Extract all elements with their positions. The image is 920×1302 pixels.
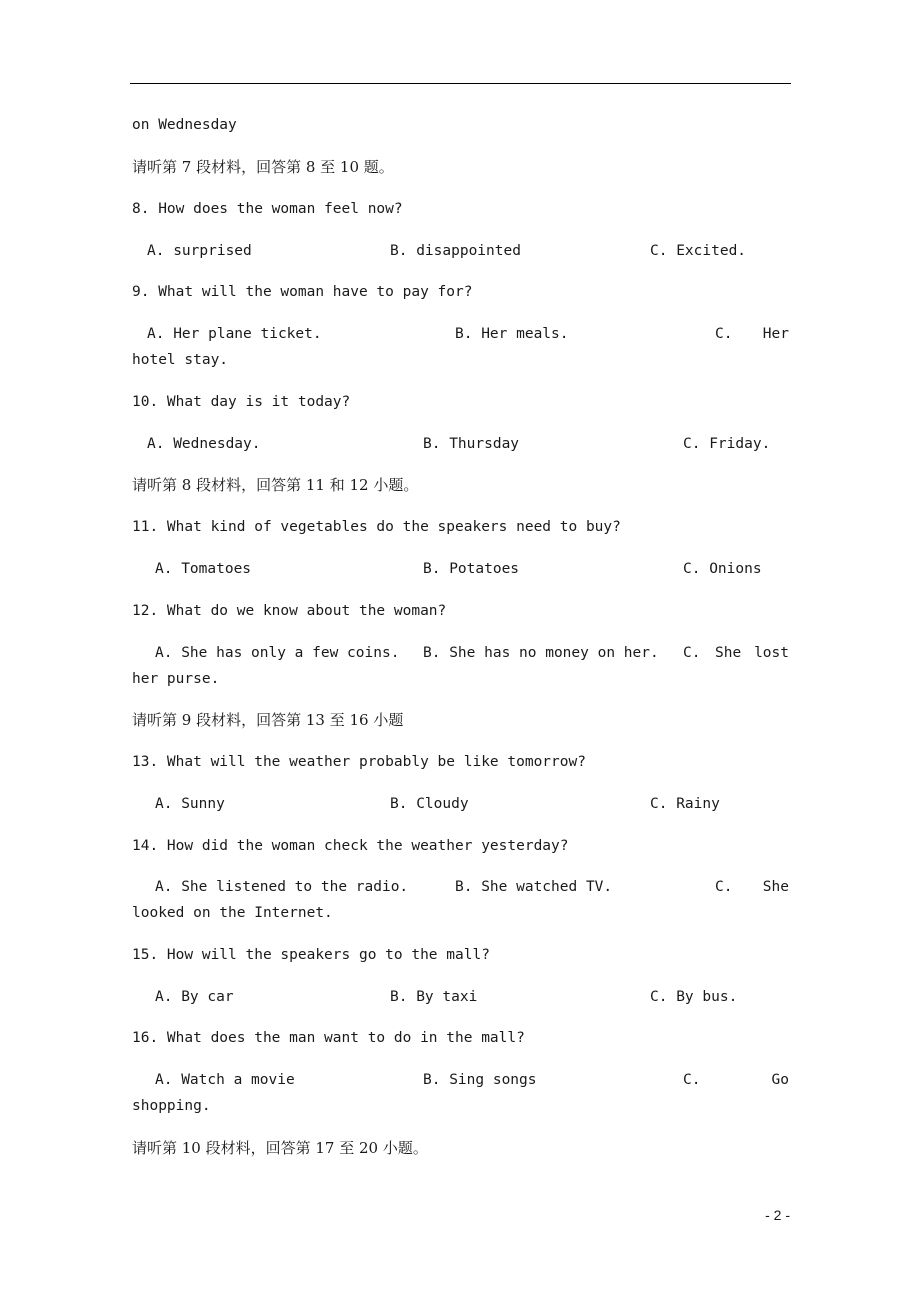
q12-option-c-text-1: She bbox=[715, 645, 742, 661]
q11-option-c: C. Onions bbox=[683, 561, 762, 577]
q12-option-a: A. She has only a few coins. bbox=[155, 645, 400, 661]
header-rule bbox=[130, 83, 791, 84]
q12-option-c-text-2: lost bbox=[754, 645, 789, 661]
q14-option-c-label: C. bbox=[715, 879, 733, 895]
q13-option-a: A. Sunny bbox=[155, 796, 225, 812]
q8-option-c: C. Excited. bbox=[650, 243, 747, 259]
q10-option-a: A. Wednesday. bbox=[147, 436, 261, 452]
section-instruction-9: 请听第 9 段材料，回答第 13 至 16 小题 bbox=[132, 711, 404, 729]
q10-option-c: C. Friday. bbox=[683, 436, 771, 452]
q14-option-c-text: She bbox=[762, 879, 789, 895]
question-13: 13. What will the weather probably be like tomorrow? bbox=[132, 754, 586, 770]
q12-option-b: B. She has no money on her. bbox=[423, 645, 659, 661]
q14-option-b: B. She watched TV. bbox=[455, 879, 613, 895]
q15-option-a: A. By car bbox=[155, 989, 234, 1005]
q15-option-b: B. By taxi bbox=[390, 989, 478, 1005]
q14-option-a: A. She listened to the radio. bbox=[155, 879, 409, 895]
q13-option-c: C. Rainy bbox=[650, 796, 720, 812]
q12-option-c-label: C. bbox=[683, 645, 701, 661]
q9-option-c-wrap: hotel stay. bbox=[132, 352, 229, 368]
q11-option-b: B. Potatoes bbox=[423, 561, 520, 577]
question-14: 14. How did the woman check the weather yesterday? bbox=[132, 838, 569, 854]
question-15: 15. How will the speakers go to the mall? bbox=[132, 947, 490, 963]
q10-option-b: B. Thursday bbox=[423, 436, 520, 452]
q9-option-b: B. Her meals. bbox=[455, 326, 569, 342]
question-10: 10. What day is it today? bbox=[132, 394, 351, 410]
section-instruction-8: 请听第 8 段材料，回答第 11 和 12 小题。 bbox=[132, 476, 419, 494]
question-8: 8. How does the woman feel now? bbox=[132, 201, 403, 217]
q16-option-c-wrap: shopping. bbox=[132, 1098, 211, 1114]
q9-option-c-label: C. bbox=[715, 326, 733, 342]
q16-option-a: A. Watch a movie bbox=[155, 1072, 295, 1088]
continued-option-text: on Wednesday bbox=[132, 117, 237, 133]
section-instruction-10: 请听第 10 段材料，回答第 17 至 20 小题。 bbox=[132, 1139, 428, 1157]
q16-option-c-text: Go bbox=[771, 1072, 789, 1088]
q8-option-b: B. disappointed bbox=[390, 243, 521, 259]
question-9: 9. What will the woman have to pay for? bbox=[132, 284, 473, 300]
question-11: 11. What kind of vegetables do the speakers need to buy? bbox=[132, 519, 621, 535]
section-instruction-7: 请听第 7 段材料，回答第 8 至 10 题。 bbox=[132, 158, 394, 176]
q13-option-b: B. Cloudy bbox=[390, 796, 469, 812]
q16-option-c-label: C. bbox=[683, 1072, 701, 1088]
q11-option-a: A. Tomatoes bbox=[155, 561, 252, 577]
q15-option-c: C. By bus. bbox=[650, 989, 738, 1005]
q9-option-c-text: Her bbox=[762, 326, 789, 342]
q14-option-c-wrap: looked on the Internet. bbox=[132, 905, 333, 921]
page-number: - 2 - bbox=[765, 1207, 790, 1223]
q16-option-b: B. Sing songs bbox=[423, 1072, 537, 1088]
question-16: 16. What does the man want to do in the mall? bbox=[132, 1030, 525, 1046]
q12-option-c-wrap: her purse. bbox=[132, 671, 220, 687]
q8-option-a: A. surprised bbox=[147, 243, 252, 259]
q9-option-a: A. Her plane ticket. bbox=[147, 326, 322, 342]
question-12: 12. What do we know about the woman? bbox=[132, 603, 447, 619]
